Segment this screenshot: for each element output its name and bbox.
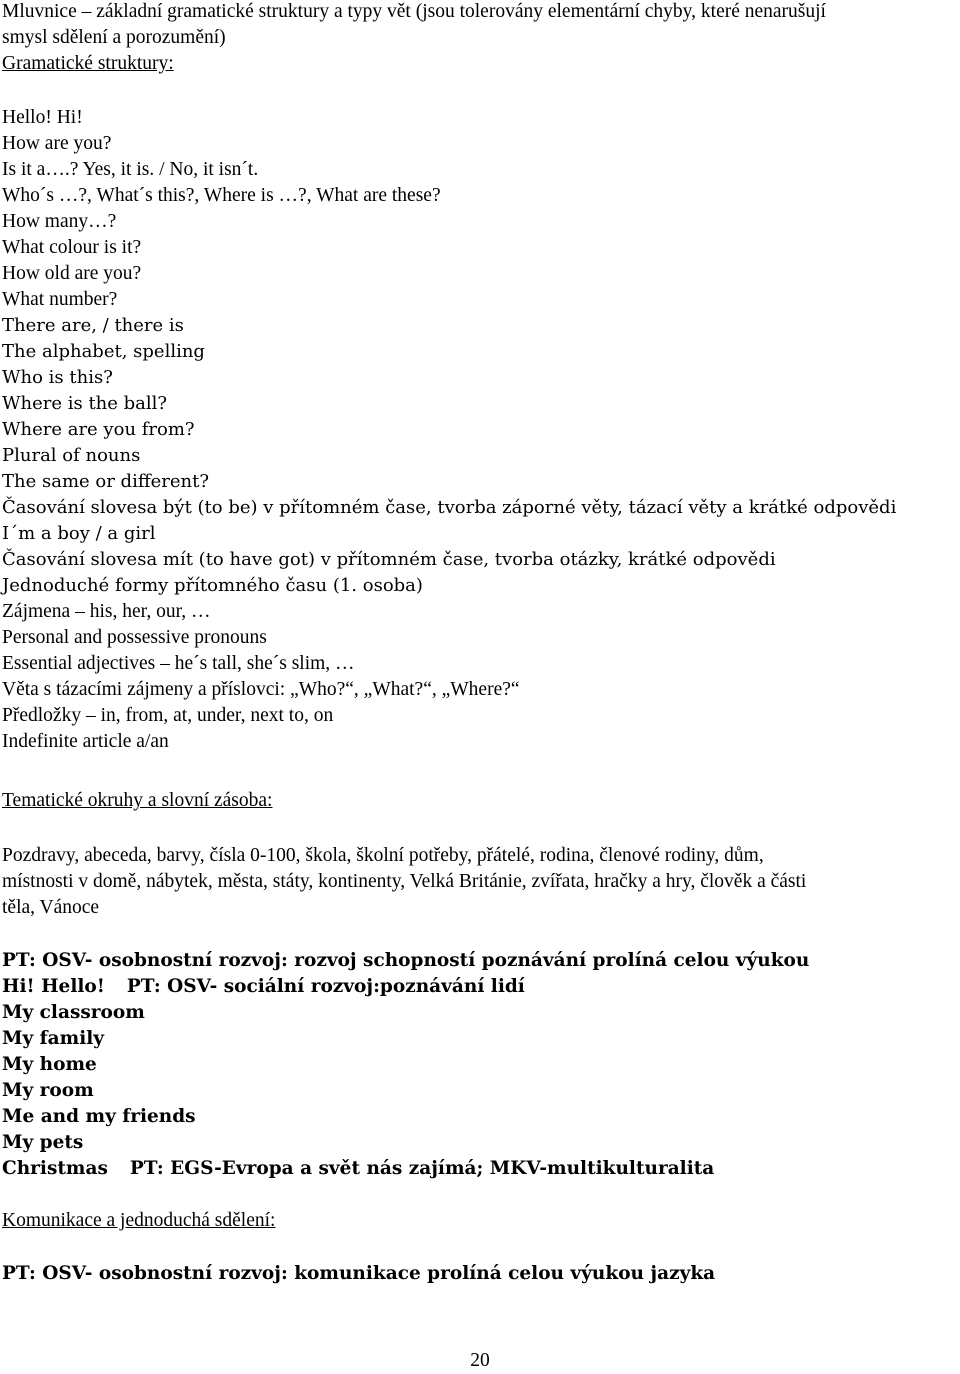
pt-egs: PT: EGS-Evropa a svět nás zajímá; MKV-multikulturalita [129,1158,715,1179]
grammar-item: Plural of nouns [2,445,141,466]
grammar-item: What number? [2,289,118,310]
communication-pt: PT: OSV- osobnostní rozvoj: komunikace prolíná celou výukou jazyka [2,1263,716,1284]
topic-hi-hello: Hi! Hello! [2,976,105,997]
pt-osv-osobnostni: PT: OSV- osobnostní rozvoj: rozvoj schopností poznávání prolíná celou výukou [2,950,810,971]
grammar-item: Předložky – in, from, at, under, next to, on [2,705,334,726]
grammar-item: Jednoduché formy přítomného času (1. osoba) [2,575,423,596]
grammar-item: Časování slovesa mít (to have got) v přítomném čase, tvorba otázky, krátké odpovědi [2,549,776,570]
grammar-item: The same or different? [2,471,209,492]
grammar-item: Where is the ball? [2,393,168,414]
hi-hello-line [2,974,525,1000]
grammar-item: Who´s …?, What´s this?, Where is …?, What are these? [2,185,441,206]
grammar-item: Hello! Hi! [2,107,83,128]
topic-item: My classroom [2,1002,145,1023]
grammar-item: Časování slovesa být (to be) v přítomném čase, tvorba záporné věty, tázací věty a krátké odpovědi [2,497,897,518]
pt-osv-socialni: PT: OSV- sociální rozvoj:poznávání lidí [126,976,525,997]
grammar-item: Zájmena – his, her, our, … [2,601,211,622]
page-number: 20 [470,1350,490,1371]
topic-item: My room [2,1080,94,1101]
grammar-item: How many…? [2,211,117,232]
grammar-item: How old are you? [2,263,142,284]
topic-item: Me and my friends [2,1106,196,1127]
grammar-title: Gramatické struktury: [2,53,174,74]
topic-item: My pets [2,1132,84,1153]
grammar-item: Is it a….? Yes, it is. / No, it isn´t. [2,159,259,180]
themes-text-line: těla, Vánoce [2,897,100,918]
grammar-item: There are, / there is [2,315,184,336]
christmas-line [2,1156,714,1182]
grammar-item: The alphabet, spelling [2,341,205,362]
topic-christmas: Christmas [2,1158,108,1179]
themes-text-line: místnosti v domě, nábytek, města, státy, kontinenty, Velká Británie, zvířata, hračky a hry, člověk a části [2,871,807,892]
communication-title: Komunikace a jednoduchá sdělení: [2,1210,276,1231]
heading-line-2: smysl sdělení a porozumění) [2,27,226,48]
themes-text-line: Pozdravy, abeceda, barvy, čísla 0-100, škola, školní potřeby, přátelé, rodina, členové rodiny, dům, [2,845,764,866]
grammar-item: What colour is it? [2,237,142,258]
grammar-item: Essential adjectives – he´s tall, she´s slim, … [2,653,355,674]
grammar-item: Věta s tázacími zájmeny a příslovci: „Who?“, „What?“, „Where?“ [2,679,520,700]
grammar-item: Indefinite article a/an [2,731,169,752]
themes-title: Tematické okruhy a slovní zásoba: [2,790,273,811]
grammar-item: Personal and possessive pronouns [2,627,267,648]
topic-item: My home [2,1054,97,1075]
grammar-item: I´m a boy / a girl [2,523,156,544]
grammar-item: How are you? [2,133,112,154]
heading-line-1: Mluvnice – základní gramatické struktury a typy vět (jsou tolerovány elementární chyby, které nenarušují [2,1,826,22]
topic-item: My family [2,1028,104,1049]
grammar-item: Where are you from? [2,419,195,440]
grammar-item: Who is this? [2,367,113,388]
